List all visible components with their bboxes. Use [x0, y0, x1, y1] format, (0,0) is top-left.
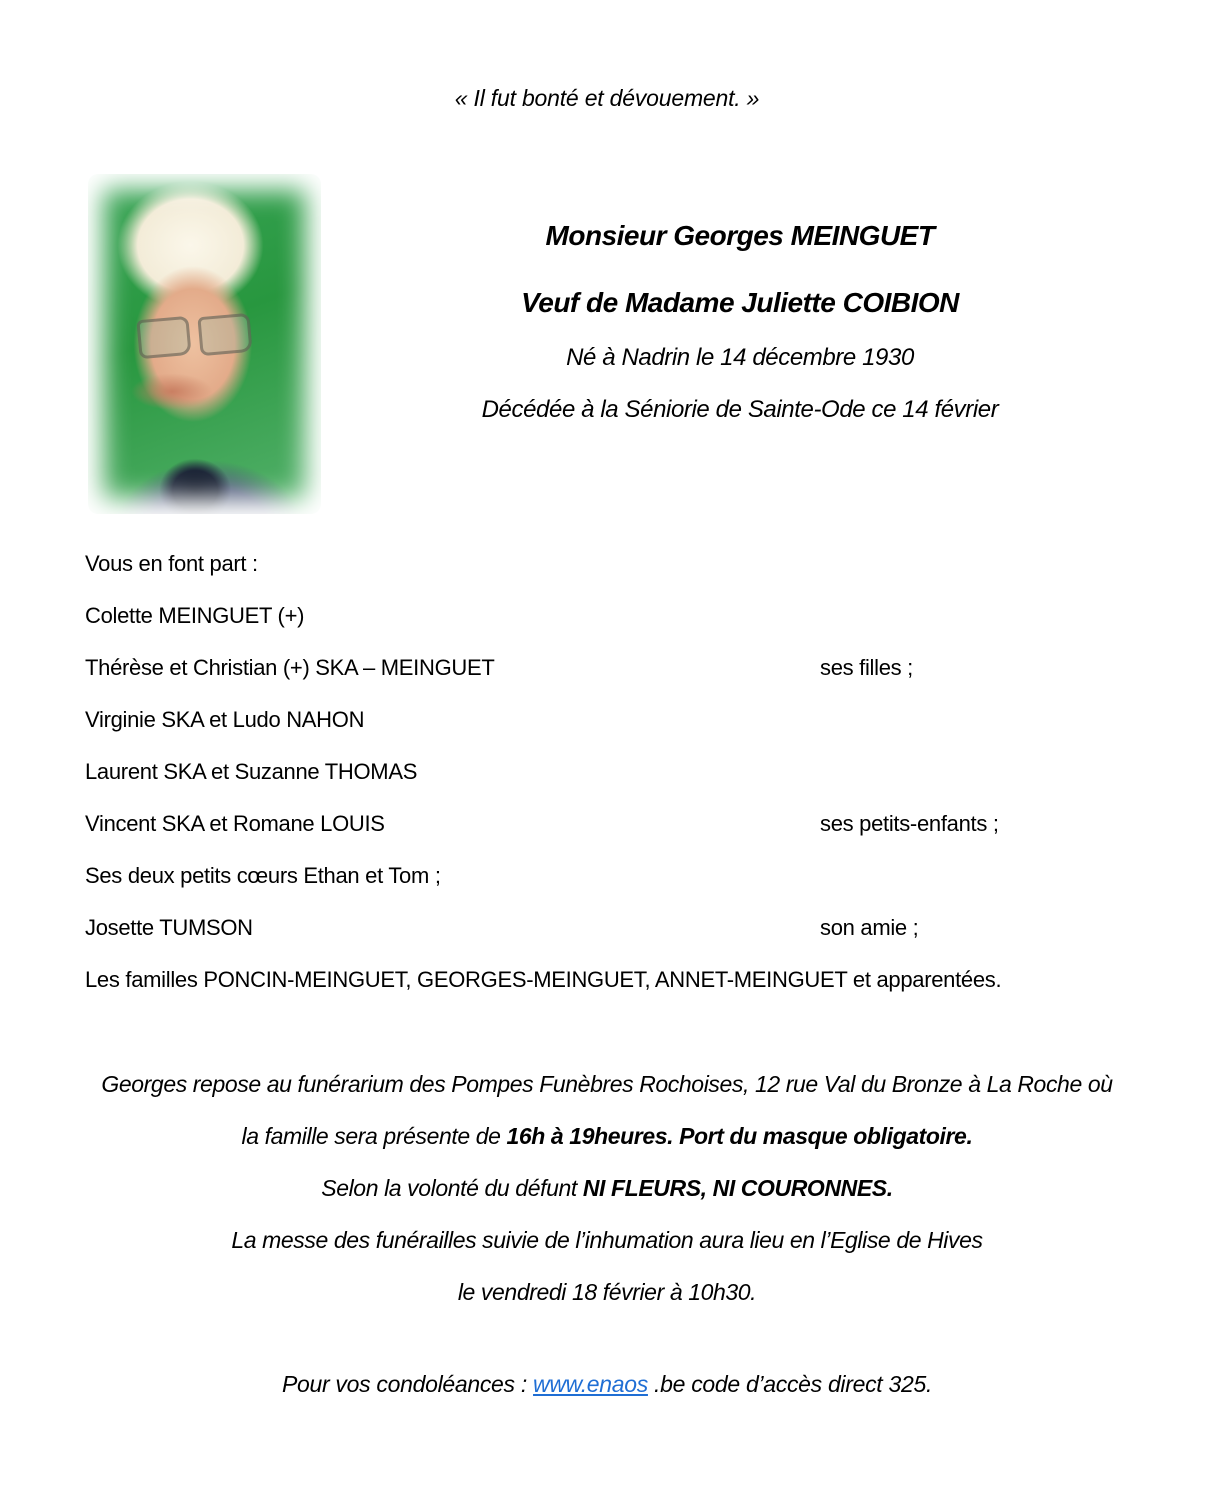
family-row	[85, 590, 1145, 642]
condolences-line	[0, 1371, 1214, 1398]
mass-line: La messe des funérailles suivie de l’inhumation aura lieu en l’Eglise de Hives	[231, 1227, 983, 1253]
no-flowers-line	[30, 1162, 1184, 1214]
family-row-relation: ses petits-enfants ;	[820, 811, 999, 836]
family-row-relation: ses filles ;	[820, 655, 913, 680]
condolences-website-link[interactable]: www.enaos	[533, 1371, 648, 1397]
deceased-spouse-line: Veuf de Madame Juliette COIBION	[521, 287, 959, 318]
family-row	[85, 746, 1145, 798]
list-intro-text: Vous en font part :	[85, 551, 258, 576]
no-flowers-line-bold: NI FLEURS, NI COURONNES.	[582, 1175, 893, 1201]
family-row-name: Laurent SKA et Suzanne THOMAS	[85, 759, 418, 784]
family-row-name: Vincent SKA et Romane LOUIS	[85, 811, 385, 836]
visitation-line-bold: 16h à 19heures. Port du masque obligatoire.	[506, 1123, 973, 1149]
family-announcement-list	[85, 538, 1145, 1006]
portrait-photo	[82, 168, 327, 520]
visitation-line	[30, 1110, 1184, 1162]
family-row-name: Colette MEINGUET (+)	[85, 603, 305, 628]
visitation-line-normal: la famille sera présente de	[241, 1123, 507, 1149]
memorial-quote: « Il fut bonté et dévouement. »	[454, 85, 760, 111]
related-families-line	[85, 954, 1145, 1006]
family-row	[85, 798, 1145, 850]
mass-date-line: le vendredi 18 février à 10h30.	[457, 1279, 757, 1305]
condolences-prefix: Pour vos condoléances :	[281, 1371, 534, 1397]
related-families-text: Les familles PONCIN-MEINGUET, GEORGES-MEINGUET, ANNET-MEINGUET et apparentées.	[85, 967, 1002, 992]
family-row-name: Thérèse et Christian (+) SKA – MEINGUET	[85, 655, 495, 680]
funeral-home-line: Georges repose au funérarium des Pompes Funèbres Rochoises, 12 rue Val du Bronze à La Roche où	[101, 1071, 1113, 1097]
family-row-name: Ses deux petits cœurs Ethan et Tom ;	[85, 863, 441, 888]
list-intro	[85, 538, 1145, 590]
condolences-suffix: .be code d’accès direct 325.	[647, 1371, 933, 1397]
family-row	[85, 642, 1145, 694]
family-row	[85, 850, 1145, 902]
no-flowers-line-normal: Selon la volonté du défunt	[321, 1175, 583, 1201]
photo-feathered-edge	[82, 168, 327, 520]
family-row-name: Virginie SKA et Ludo NAHON	[85, 707, 365, 732]
birth-line: Né à Nadrin le 14 décembre 1930	[566, 344, 914, 371]
ceremony-details	[30, 1058, 1184, 1318]
family-row	[85, 902, 1145, 954]
family-row-relation: son amie ;	[820, 915, 919, 940]
family-row-name: Josette TUMSON	[85, 915, 253, 940]
family-row	[85, 694, 1145, 746]
deceased-name-title: Monsieur Georges MEINGUET	[545, 220, 935, 251]
death-line: Décédée à la Séniorie de Sainte-Ode ce 14 février	[481, 396, 999, 423]
